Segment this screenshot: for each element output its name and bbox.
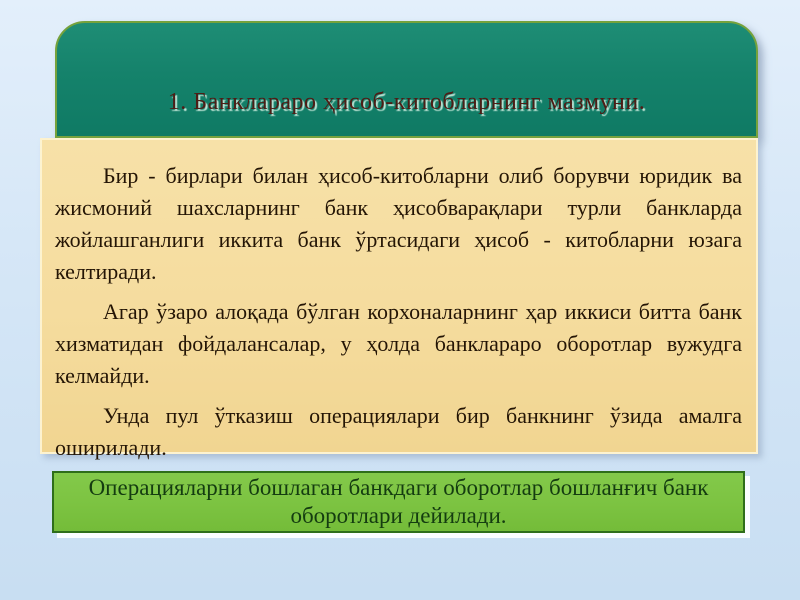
slide-title: 1. Банклараро ҳисоб-китобларнинг мазмуни. (167, 89, 646, 115)
body-panel (40, 138, 758, 460)
body-paragraph: Бир - бирлари билан ҳисоб-китобларни олиб борувчи юридик ва жисмоний шахсларнинг банк ҳисобварақлари турли банкларда жойлашганлиги иккита банк ўртасидаги ҳисоб - китобларни юзага келтиради. (55, 163, 742, 284)
title-banner (55, 21, 758, 138)
callout-banner (52, 471, 745, 533)
body-paragraph: Унда пул ўтказиш операциялари бир банкнинг ўзида амалга оширилади. (55, 403, 742, 460)
callout-text: Операцияларни бошлаган банкдаги оборотлар бошланғич банк оборотлари дейилади. (88, 475, 709, 528)
body-paragraph: Агар ўзаро алоқада бўлган корхоналарнинг ҳар иккиси битта банк хизматидан фойдалансалар, у ҳолда банклараро оборотлар вужудга келмайди. (55, 299, 742, 388)
